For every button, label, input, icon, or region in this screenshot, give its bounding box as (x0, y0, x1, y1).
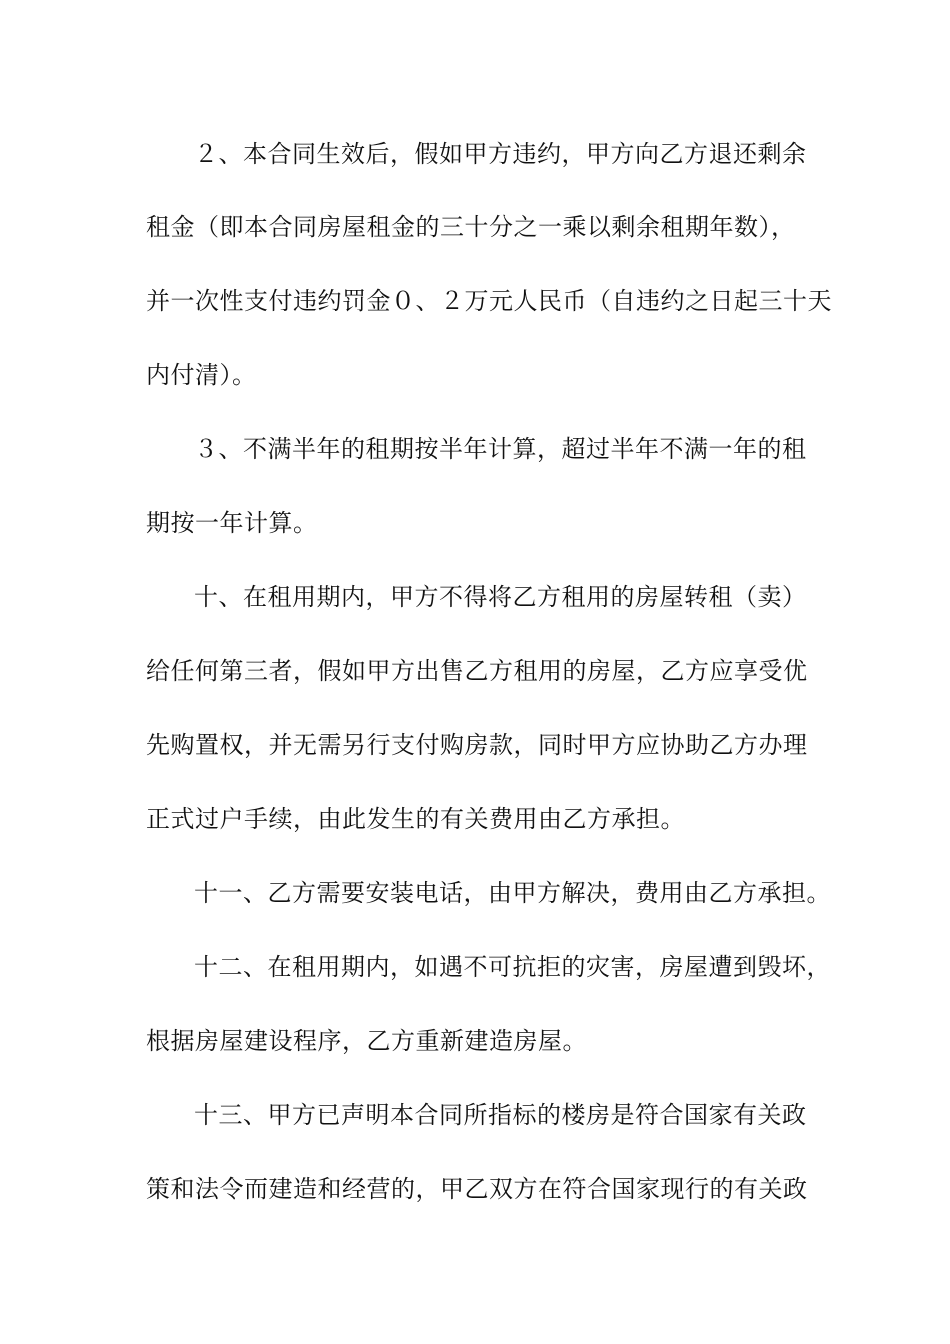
text-line-3: 并一次性支付违约罚金０、２万元人民币（自违约之日起三十天 (146, 287, 832, 315)
text-line-11: 十一、乙方需要安装电话，由甲方解决，费用由乙方承担。 (194, 879, 831, 907)
text-line-9: 先购置权，并无需另行支付购房款，同时甲方应协助乙方办理 (146, 731, 808, 759)
text-line-12: 十二、在租用期内，如遇不可抗拒的灾害，房屋遭到毁坏， (194, 953, 831, 981)
text-line-14: 十三、甲方已声明本合同所指标的楼房是符合国家有关政 (194, 1101, 807, 1129)
text-line-15: 策和法令而建造和经营的，甲乙双方在符合国家现行的有关政 (146, 1175, 808, 1203)
text-line-2: 租金（即本合同房屋租金的三十分之一乘以剩余租期年数）， (146, 213, 796, 241)
text-line-5: ３、不满半年的租期按半年计算，超过半年不满一年的租 (194, 435, 807, 463)
text-line-7: 十、在租用期内，甲方不得将乙方租用的房屋转租（卖） (194, 583, 807, 611)
text-line-1: ２、本合同生效后，假如甲方违约，甲方向乙方退还剩余 (194, 140, 807, 168)
text-line-6: 期按一年计算。 (146, 509, 318, 537)
text-line-13: 根据房屋建设程序，乙方重新建造房屋。 (146, 1027, 587, 1055)
text-line-10: 正式过户手续，由此发生的有关费用由乙方承担。 (146, 805, 685, 833)
text-line-8: 给任何第三者，假如甲方出售乙方租用的房屋，乙方应享受优 (146, 657, 808, 685)
text-line-4: 内付清）。 (146, 361, 257, 389)
